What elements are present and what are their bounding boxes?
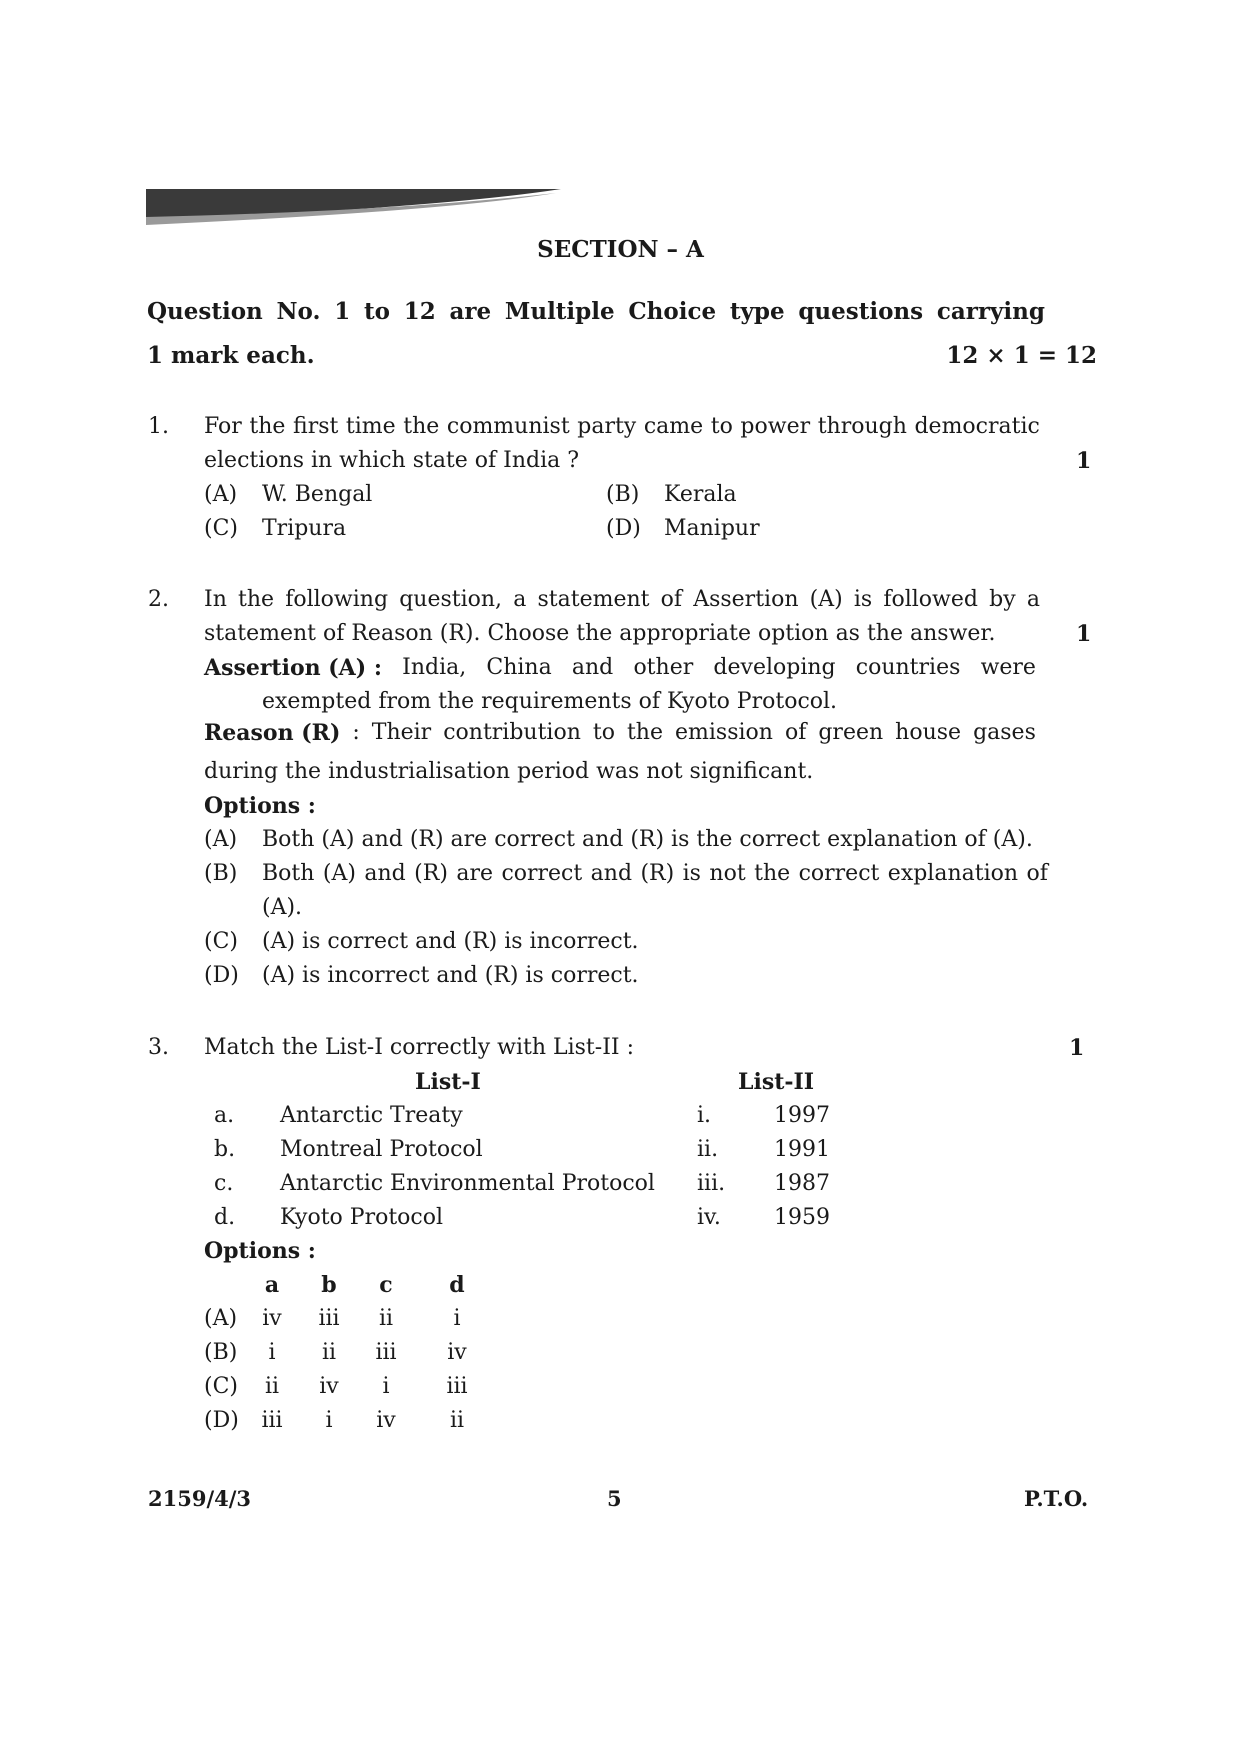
q2-word: Assertion — [693, 587, 799, 612]
q3-list2-item: 1959 — [774, 1205, 830, 1230]
q2-option-c-label: (C) — [204, 929, 238, 954]
q2-word: following — [285, 587, 389, 612]
q2-reason-word: Their — [371, 720, 432, 745]
q3-list1-label: a. — [214, 1103, 235, 1128]
instructions-word: 12 — [403, 298, 436, 325]
header-swoosh-bar — [146, 189, 566, 225]
q2-word: by — [989, 587, 1016, 612]
q2-option-b-word: is — [682, 861, 701, 886]
q3-list2-item: 1991 — [774, 1137, 830, 1162]
q2-assertion-word: and — [571, 655, 614, 680]
q2-reason-word: gases — [973, 720, 1036, 745]
q3-option-value: iii — [261, 1408, 283, 1433]
q3-list2-label: iv. — [697, 1205, 721, 1230]
q2-number: 2. — [148, 587, 169, 612]
q2-reason-word: emission — [675, 720, 773, 745]
q3-option-value: i — [268, 1340, 276, 1365]
instructions-marks-total: 12 × 1 = 12 — [946, 342, 1097, 369]
q3-option-column-header: d — [449, 1272, 465, 1298]
paper-code: 2159/4/3 — [148, 1486, 252, 1511]
q2-assertion-word: were — [980, 655, 1036, 680]
q2-word: of — [660, 587, 683, 612]
q2-word: In — [204, 587, 227, 612]
q2-assertion-word: India, — [402, 655, 467, 680]
instructions-word: Choice — [628, 298, 717, 325]
q2-reason-word: green — [818, 720, 884, 745]
q3-option-label: (C) — [204, 1374, 238, 1399]
q1-word: through — [817, 414, 907, 439]
q1-text-line-2: elections in which state of India ? — [204, 448, 580, 473]
q3-list2-label: i. — [697, 1103, 712, 1128]
q1-word: For — [204, 414, 242, 439]
instructions-word: are — [449, 298, 492, 325]
q2-option-b-word: explanation — [887, 861, 1019, 886]
q3-option-value: iv — [447, 1340, 467, 1365]
q3-option-value: iii — [446, 1374, 468, 1399]
q3-option-value: iv — [319, 1374, 339, 1399]
q2-word: followed — [883, 587, 978, 612]
q2-option-a-label: (A) — [204, 827, 238, 852]
q2-option-b-word: (R) — [414, 861, 448, 886]
q3-list1-label: b. — [214, 1137, 236, 1162]
q2-option-b-label: (B) — [204, 861, 238, 886]
q3-option-value: i — [382, 1374, 390, 1399]
q2-reason-word: : — [352, 720, 360, 745]
q3-list2-title: List-II — [738, 1069, 815, 1095]
q3-list2-label: ii. — [697, 1137, 719, 1162]
instructions-word: Question — [147, 298, 263, 325]
q1-option-b-label: (B) — [606, 482, 640, 507]
q3-option-label: (A) — [204, 1306, 238, 1331]
q2-reason-word: the — [626, 720, 663, 745]
q3-option-value: iii — [318, 1306, 340, 1331]
q2-assertion-word: developing — [713, 655, 836, 680]
q3-option-value: i — [325, 1408, 333, 1433]
q1-option-c-text: Tripura — [262, 516, 347, 541]
q1-option-a-text: W. Bengal — [262, 482, 373, 507]
q3-list1-item: Antarctic Treaty — [280, 1103, 463, 1128]
q1-word: power — [740, 414, 811, 439]
q1-marks: 1 — [1076, 448, 1092, 474]
q3-option-value: iv — [262, 1306, 282, 1331]
q2-text-line-1 — [204, 587, 1040, 612]
q3-list2-item: 1997 — [774, 1103, 830, 1128]
q1-number: 1. — [148, 414, 169, 439]
q2-word: is — [853, 587, 873, 612]
q3-option-value: ii — [449, 1408, 465, 1433]
q2-reason-line-2: during the industrialisation period was not significant. — [204, 759, 814, 784]
q3-list1-label: d. — [214, 1205, 236, 1230]
q2-options-title: Options : — [204, 793, 316, 819]
instructions-word: Multiple — [504, 298, 615, 325]
q2-assertion-line-1 — [204, 655, 1036, 681]
q3-list1-item: Kyoto Protocol — [280, 1205, 444, 1230]
q2-reason-word: to — [592, 720, 615, 745]
q2-option-b-word: and — [364, 861, 406, 886]
q1-word: party — [577, 414, 637, 439]
q3-options-title: Options : — [204, 1238, 316, 1264]
instructions-word: No. — [276, 298, 321, 325]
section-title: SECTION – A — [537, 236, 704, 263]
q3-list2-item: 1987 — [774, 1171, 830, 1196]
q2-option-b-word: of — [1026, 861, 1048, 886]
q2-option-b-word: correct — [798, 861, 880, 886]
q2-option-b-word: are — [456, 861, 493, 886]
please-turn-over: P.T.O. — [1024, 1486, 1089, 1511]
q3-option-value: ii — [321, 1340, 337, 1365]
q2-assertion-word: other — [633, 655, 694, 680]
q2-option-b-word: Both — [262, 861, 315, 886]
q2-word: the — [238, 587, 275, 612]
q2-option-a-text: Both (A) and (R) are correct and (R) is the correct explanation of (A). — [262, 827, 1033, 852]
q2-reason-line-1 — [204, 720, 1036, 746]
q3-list1-title: List-I — [415, 1069, 481, 1095]
q1-word: time — [345, 414, 396, 439]
q2-option-d-text: (A) is incorrect and (R) is correct. — [262, 963, 639, 988]
instructions-word: to — [364, 298, 390, 325]
instructions-word: questions — [798, 298, 924, 325]
q2-text-line-2: statement of Reason (R). Choose the appropriate option as the answer. — [204, 621, 996, 646]
q2-assertion-line-2: exempted from the requirements of Kyoto Protocol. — [262, 689, 838, 714]
q1-word: communist — [446, 414, 570, 439]
q2-option-b-word: the — [754, 861, 791, 886]
q1-option-d-text: Manipur — [664, 516, 760, 541]
q2-reason-word: contribution — [443, 720, 581, 745]
q2-option-b-word: correct — [501, 861, 583, 886]
q2-option-c-text: (A) is correct and (R) is incorrect. — [262, 929, 639, 954]
q2-assertion-word: countries — [855, 655, 961, 680]
q2-word: (A) — [809, 587, 843, 612]
q2-word: a — [513, 587, 527, 612]
q3-option-value: ii — [264, 1374, 280, 1399]
q1-option-a-label: (A) — [204, 482, 238, 507]
q2-marks: 1 — [1076, 621, 1092, 647]
q2-option-b-continuation: (A). — [262, 895, 303, 920]
instructions-line-2 — [147, 342, 1097, 369]
q3-list1-item: Antarctic Environmental Protocol — [280, 1171, 655, 1196]
q1-option-d-label: (D) — [606, 516, 641, 541]
q1-word: came — [643, 414, 704, 439]
q3-option-value: iv — [376, 1408, 396, 1433]
q2-word: question, — [399, 587, 503, 612]
q3-option-value: i — [453, 1306, 461, 1331]
q2-assertion-label: Assertion (A) : — [204, 655, 382, 681]
q3-list2-label: iii. — [697, 1171, 726, 1196]
q3-list1-label: c. — [214, 1171, 234, 1196]
q1-word: to — [710, 414, 733, 439]
page-number: 5 — [607, 1486, 622, 1511]
q2-option-b-word: (A) — [322, 861, 356, 886]
q1-word: democratic — [914, 414, 1040, 439]
q3-number: 3. — [148, 1035, 169, 1060]
q1-option-c-label: (C) — [204, 516, 238, 541]
q2-option-b-word: (R) — [640, 861, 675, 886]
q2-option-b-text — [262, 861, 1048, 886]
q1-word: the — [249, 414, 286, 439]
instructions-line-1 — [147, 298, 1045, 325]
q3-option-label: (B) — [204, 1340, 238, 1365]
q2-option-d-label: (D) — [204, 963, 239, 988]
q2-reason-label: Reason (R) — [204, 720, 341, 746]
q2-word: a — [1026, 587, 1040, 612]
q2-option-b-word: and — [590, 861, 633, 886]
q3-option-column-header: b — [321, 1272, 337, 1298]
q3-option-value: ii — [378, 1306, 394, 1331]
q2-option-b-word: not — [709, 861, 746, 886]
q3-marks: 1 — [1069, 1035, 1085, 1061]
q3-option-label: (D) — [204, 1408, 239, 1433]
q3-option-column-header: a — [264, 1272, 280, 1298]
q2-assertion-word: China — [486, 655, 552, 680]
q1-text-line-1 — [204, 414, 1040, 439]
q2-reason-word: of — [784, 720, 807, 745]
q3-list1-item: Montreal Protocol — [280, 1137, 483, 1162]
q3-prompt: Match the List-I correctly with List-II : — [204, 1035, 634, 1060]
q1-word: the — [403, 414, 440, 439]
instructions-marks-each: 1 mark each. — [147, 342, 315, 369]
q3-option-column-header: c — [379, 1272, 393, 1298]
q3-option-value: iii — [375, 1340, 397, 1365]
instructions-word: carrying — [936, 298, 1045, 325]
q1-word: first — [293, 414, 339, 439]
q2-reason-word: house — [895, 720, 962, 745]
q1-option-b-text: Kerala — [664, 482, 737, 507]
q2-word: statement — [537, 587, 650, 612]
instructions-word: 1 — [334, 298, 351, 325]
instructions-word: type — [729, 298, 785, 325]
